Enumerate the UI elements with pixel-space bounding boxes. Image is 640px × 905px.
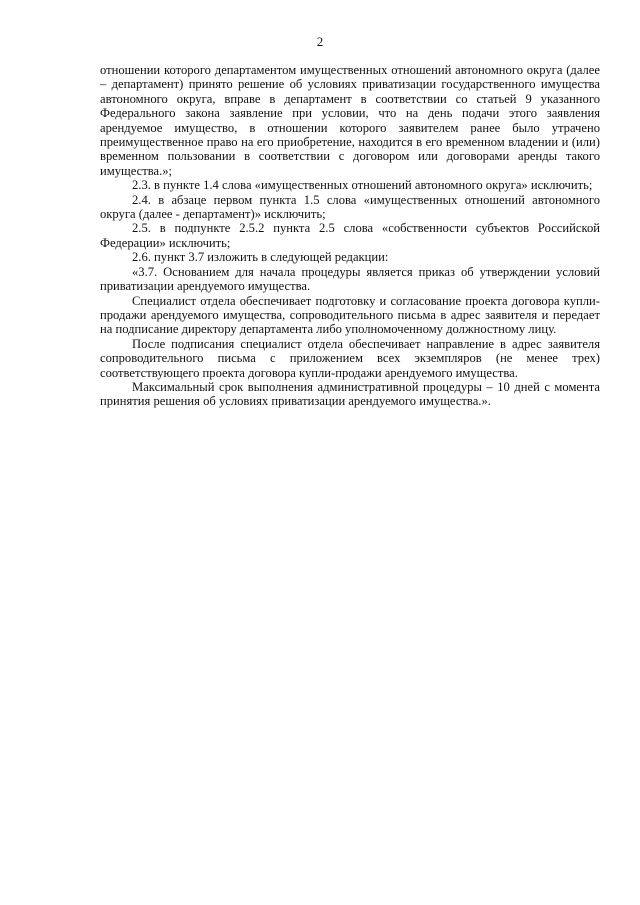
page-number: 2 xyxy=(316,34,324,49)
paragraph-2-4: 2.4. в абзаце первом пункта 1.5 слова «имущественных отношений автономного округа (далее - департамент)» исключить; xyxy=(100,192,600,222)
paragraph-2-5: 2.5. в подпункте 2.5.2 пункта 2.5 слова «собственности субъектов Российской Федерации» исключить; xyxy=(100,221,600,250)
document-body xyxy=(100,63,600,409)
paragraph-continuation: отношении которого департаментом имущественных отношений автономного округа (далее – департамент) принято решение об условиях приватизации государственного имущества автономного округа, вправе в департамент в соответствии со статьей 9 указанного Федерального закона заявление при условии, что на день подачи этого заявления арендуемое имущество, в отношении которого заявителем ранее было утрачено преимущественное право на его приобретение, находится в его временном владении и (или) временном пользовании в соответствии с договором или договорами аренды такого имущества.»; xyxy=(100,63,600,178)
paragraph-contract-preparation: Специалист отдела обеспечивает подготовку и согласование проекта договора купли-продажи арендуемого имущества, сопроводительного письма в адрес заявителя и передает на подписание директору департамента либо уполномоченному должностному лицу. xyxy=(100,293,600,337)
paragraph-3-7: «3.7. Основанием для начала процедуры является приказ об утверждении условий приватизации арендуемого имущества. xyxy=(100,264,600,294)
paragraph-2-3: 2.3. в пункте 1.4 слова «имущественных отношений автономного округа» исключить; xyxy=(132,178,593,193)
paragraph-max-term: Максимальный срок выполнения административной процедуры – 10 дней с момента принятия решения об условиях приватизации арендуемого имущества.». xyxy=(100,379,600,409)
paragraph-after-signing: После подписания специалист отдела обеспечивает направление в адрес заявителя сопроводительного письма с приложением всех экземпляров (не менее трех) соответствующего проекта договора купли-продажи арендуемого имущества. xyxy=(100,336,600,380)
paragraph-2-6: 2.6. пункт 3.7 изложить в следующей редакции: xyxy=(132,250,389,265)
